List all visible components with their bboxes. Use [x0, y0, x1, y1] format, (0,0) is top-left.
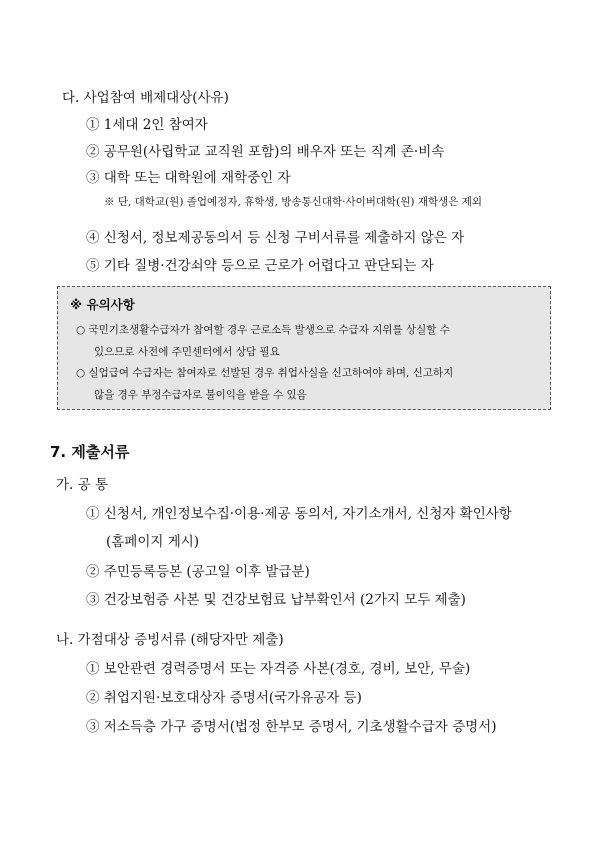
common-item-3: ③ 건강보험증 사본 및 건강보험료 납부확인서 (2가지 모두 제출): [86, 592, 466, 608]
notice-item-2-line-1: ○ 실업급여 수급자는 참여자로 선발된 경우 취업사실을 신고하여야 하며, 신고하지: [76, 367, 454, 379]
exclusion-item-2: ② 공무원(사립학교 교직원 포함)의 배우자 또는 직계 존·비속: [86, 144, 445, 160]
section-7-title: 7. 제출서류: [50, 443, 130, 461]
exclusion-item-4: ④ 신청서, 정보제공동의서 등 신청 구비서류를 제출하지 않은 자: [86, 230, 465, 246]
notice-item-2-line-2: 않을 경우 부정수급자로 불이익을 받을 수 있음: [94, 389, 307, 401]
notice-title: ※ 유의사항: [70, 297, 135, 312]
bonus-item-3: ③ 저소득층 가구 증명서(법정 한부모 증명서, 기초생활수급자 증명서): [86, 719, 497, 735]
exclusion-item-3: ③ 대학 또는 대학원에 재학중인 자: [86, 170, 291, 186]
section-d-heading: 다. 사업참여 배제대상(사유): [62, 90, 229, 106]
notice-item-1-line-1: ○ 국민기초생활수급자가 참여할 경우 근로소득 발생으로 수급자 지위를 상실할 수: [76, 324, 450, 336]
exclusion-note: ※ 단, 대학교(원) 졸업예정자, 휴학생, 방송통신대학·사이버대학(원) 재학생은 제외: [104, 196, 483, 208]
common-item-2: ② 주민등록등본 (공고일 이후 발급분): [86, 564, 310, 580]
notice-box: [57, 286, 551, 410]
bonus-item-2: ② 취업지원·보호대상자 증명서(국가유공자 등): [86, 690, 362, 706]
exclusion-item-1: ① 1세대 2인 참여자: [86, 117, 208, 133]
bonus-heading: 나. 가점대상 증빙서류 (해당자만 제출): [56, 632, 284, 648]
common-item-1-continued: (홈페이지 게시): [106, 534, 200, 550]
notice-item-1-line-2: 있으므로 사전에 주민센터에서 상담 필요: [94, 346, 280, 358]
common-heading: 가. 공 통: [56, 477, 108, 493]
exclusion-item-5: ⑤ 기타 질병·건강쇠약 등으로 근로가 어렵다고 판단되는 자: [86, 258, 434, 274]
common-item-1: ① 신청서, 개인정보수집·이용·제공 동의서, 자기소개서, 신청자 확인사항: [86, 506, 512, 522]
bonus-item-1: ① 보안관련 경력증명서 또는 자격증 사본(경호, 경비, 보안, 무술): [86, 661, 471, 677]
